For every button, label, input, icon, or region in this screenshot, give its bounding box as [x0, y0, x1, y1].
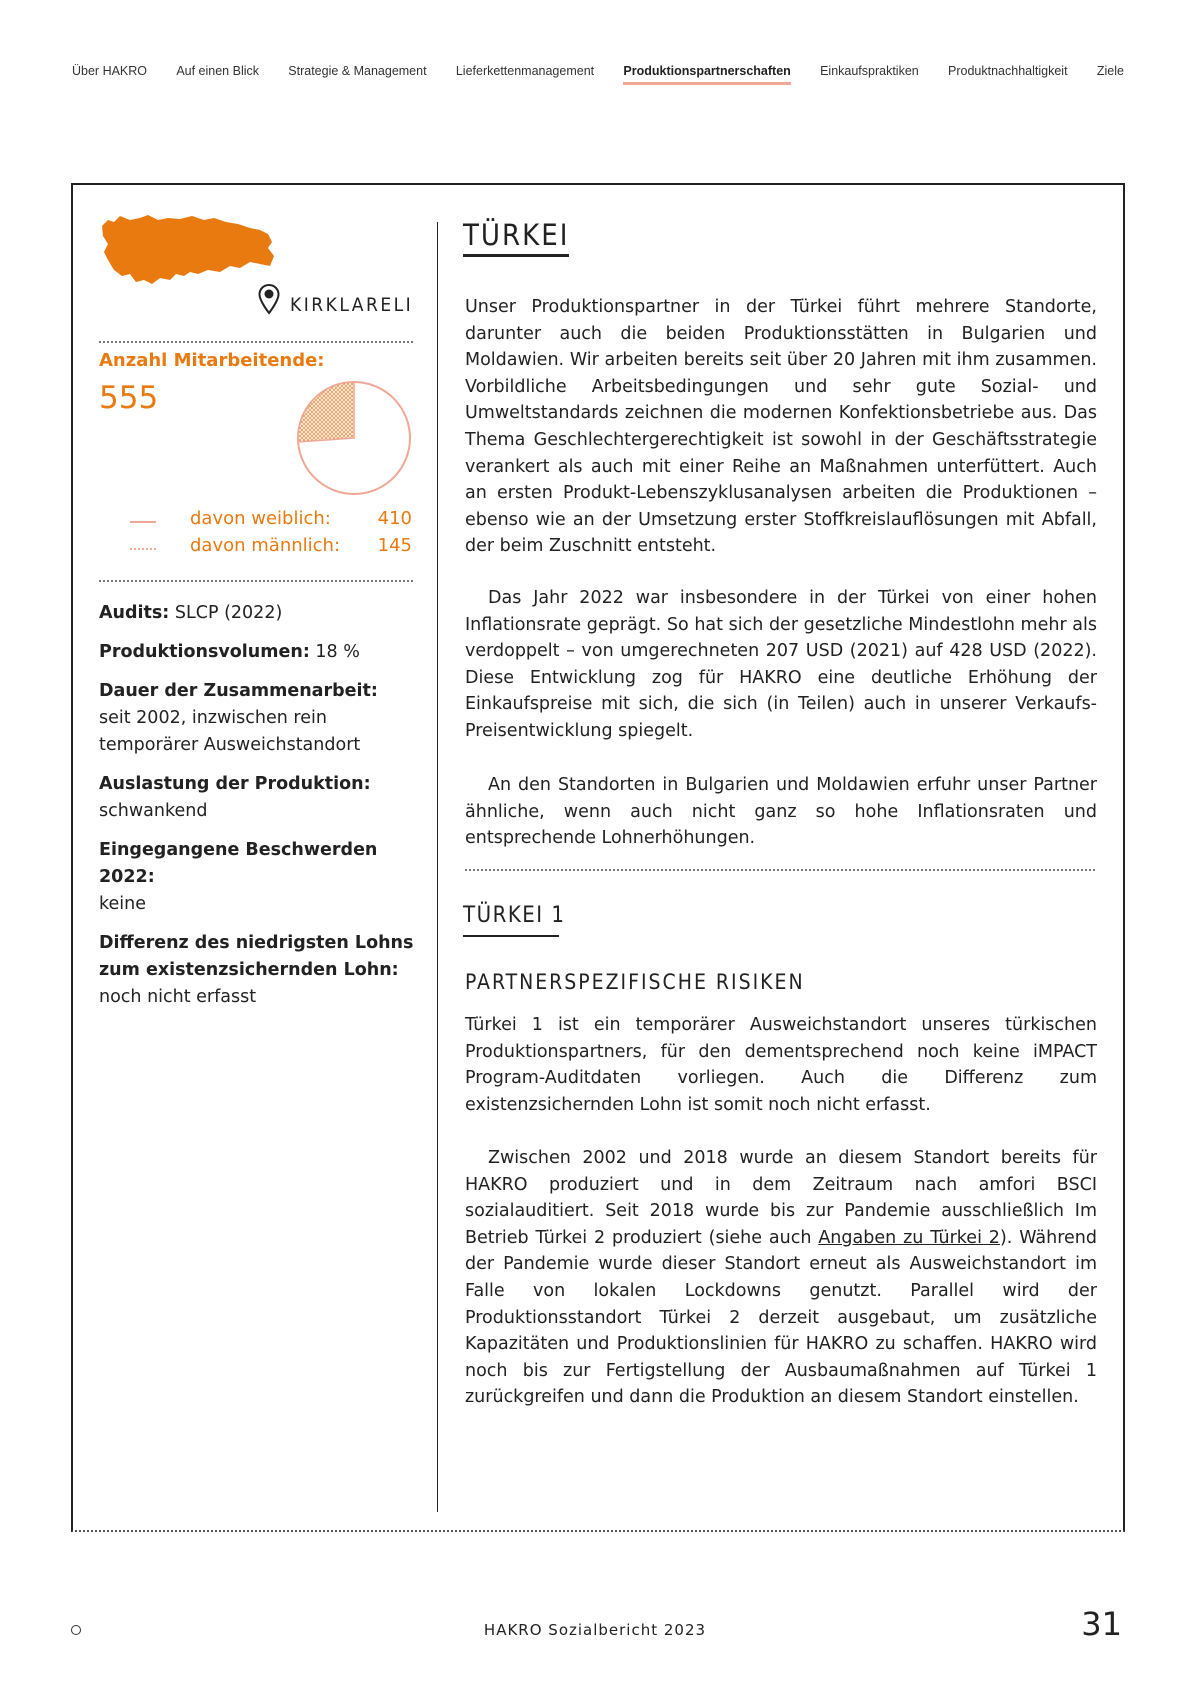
fact-utilization-value: schwankend — [99, 801, 208, 821]
risks-paragraph-1 — [465, 1012, 1097, 1118]
facts-list — [99, 600, 419, 1023]
divider-dotted — [99, 580, 413, 582]
pie-slice-male — [298, 382, 354, 442]
nav-item-produktnachhaltigkeit[interactable]: Produktnachhaltigkeit — [948, 64, 1068, 78]
risks-paragraph-2 — [465, 1145, 1097, 1411]
fact-utilization-label: Auslastung der Produktion: — [99, 774, 371, 794]
turkey-map-icon — [100, 212, 278, 286]
employees-total: 555 — [99, 380, 159, 416]
location-name: KIRKLARELI — [290, 294, 414, 316]
nav-item-auf-einen-blick[interactable]: Auf einen Blick — [176, 64, 259, 78]
intro-paragraph-2 — [465, 585, 1097, 745]
page-title: TÜRKEI — [463, 218, 569, 257]
page-number: 31 — [1081, 1605, 1122, 1643]
fact-volume-label: Produktionsvolumen: — [99, 642, 310, 662]
fact-complaints-value: keine — [99, 894, 146, 914]
legend-male — [130, 535, 412, 561]
fact-wage-gap-label: Differenz des niedrigsten Lohns zum existenzsichernden Lohn: — [99, 933, 414, 980]
nav-item-produktionspartnerschaften[interactable]: Produktionspartnerschaften — [623, 64, 790, 85]
legend-female-label: davon weiblich: — [190, 508, 331, 529]
section-title: TÜRKEI 1 — [463, 903, 566, 928]
risks-text-2b: ). Während der Pandemie wurde dieser Standort erneut als Ausweichstandort im Falle von lokalen Lockdowns genutzt. Parallel wird der Produktionsstandort Türkei 2 derzeit ausgebaut, um zusätzliche Kapazitäten und Produktionslinien für HAKRO zu schaffen. HAKRO wird noch bis zur Fertigstellung der Ausbaumaßnahmen auf Türkei 1 zurückgreifen und dann die Produktion an diesem Standort einstellen. — [465, 1227, 1097, 1408]
fact-audits — [99, 600, 419, 627]
fact-duration-value: seit 2002, inzwischen rein temporärer Ausweichstandort — [99, 708, 361, 755]
fact-duration-label: Dauer der Zusammenarbeit: — [99, 681, 378, 701]
legend-female — [130, 508, 412, 534]
risks-text-2 — [465, 1145, 1097, 1411]
nav-item-ziele[interactable]: Ziele — [1096, 64, 1124, 78]
legend-swatch-male — [130, 548, 156, 550]
section-title-underline — [463, 935, 559, 937]
link-angaben-tuerkei-2[interactable]: Angaben zu Türkei 2 — [818, 1227, 1000, 1248]
intro-text-2: Das Jahr 2022 war insbesondere in der Türkei von einer hohen Inflationsrate geprägt. So hat sich der gesetzliche Mindestlohn mehr als verdoppelt – von umgerechneten 207 USD (2021) auf 428 USD (2022). Diese Entwicklung zog für HAKRO eine deutliche Erhöhung der Einkaufspreise mit sich, die sich (in Teilen) auch in unserer Verkaufs-Preisentwicklung spiegelt. — [465, 588, 1097, 741]
nav-item-ueber-hakro[interactable]: Über HAKRO — [72, 64, 148, 78]
legend-male-value: 145 — [377, 535, 412, 556]
fact-wage-gap — [99, 930, 419, 1011]
employees-label: Anzahl Mitarbeitende: — [99, 350, 325, 371]
intro-paragraph-3 — [465, 772, 1097, 852]
fact-complaints-label: Eingegangene Beschwerden 2022: — [99, 840, 378, 887]
footer-title: HAKRO Sozialbericht 2023 — [483, 1621, 707, 1639]
nav-item-strategie-management[interactable]: Strategie & Management — [288, 64, 427, 78]
location-pin-icon — [257, 283, 281, 315]
legend-male-label: davon männlich: — [190, 535, 341, 556]
fact-complaints — [99, 837, 419, 918]
nav-item-lieferkettenmanagement[interactable]: Lieferkettenmanagement — [455, 64, 595, 78]
fact-volume — [99, 639, 419, 666]
fact-utilization — [99, 771, 419, 825]
fact-volume-value: 18 % — [315, 642, 360, 662]
fact-wage-gap-value: noch nicht erfasst — [99, 987, 257, 1007]
divider-dotted — [465, 869, 1095, 871]
column-divider — [437, 222, 438, 1512]
nav-item-einkaufspraktiken[interactable]: Einkaufspraktiken — [820, 64, 919, 78]
risks-text-2a: Zwischen 2002 und 2018 wurde an diesem Standort bereits für HAKRO produziert und in dem Zeitraum nach amfori BSCI sozialauditiert. Seit 2018 wurde bis zur Pandemie ausschließlich Im Betrieb Türkei 2 produziert (siehe auch — [465, 1148, 1097, 1248]
intro-text-3: An den Standorten in Bulgarien und Moldawien erfuhr unser Partner ähnliche, wenn auch nicht ganz so hohe Inflationsraten und entsprechende Lohnerhöhungen. — [465, 775, 1097, 849]
legend-swatch-female — [130, 521, 156, 523]
risks-heading: PARTNERSPEZIFISCHE RISIKEN — [465, 970, 805, 994]
top-navigation — [72, 64, 1124, 85]
fact-duration — [99, 678, 419, 759]
risks-text-1: Türkei 1 ist ein temporärer Ausweichstandort unseres türkischen Produktionspartners, für den dementsprechend noch keine iMPACT Program-Auditdaten vorliegen. Auch die Differenz zum existenzsichernden Lohn ist somit noch nicht erfasst. — [465, 1015, 1097, 1115]
intro-paragraph-1 — [465, 294, 1097, 560]
employees-pie-chart — [293, 377, 415, 499]
fact-audits-value: SLCP (2022) — [174, 603, 283, 623]
fact-audits-label: Audits: — [99, 603, 170, 623]
divider-dotted — [99, 341, 413, 343]
legend-female-value: 410 — [377, 508, 412, 529]
intro-text-1: Unser Produktionspartner in der Türkei führt mehrere Standorte, darunter auch die beiden Produktionsstätten in Bulgarien und Moldawien. Wir arbeiten bereits seit über 20 Jahren mit ihm zusammen. Vorbildliche Arbeitsbedingungen und sehr gute Sozial- und Umweltstandards zeichnen die modernen Konfektionsbetriebe aus. Das Thema Geschlechtergerechtigkeit ist sowohl in der Geschäftsstrategie verankert als auch mit einer Reihe an Maßnahmen unterfüttert. Auch an ersten Produkt-Lebenszyklusanalysen arbeiten die Produktionen – ebenso wie an der Umsetzung erster Stoffkreislauflösungen mit Abfall, der beim Zuschnitt entsteht. — [465, 297, 1097, 557]
